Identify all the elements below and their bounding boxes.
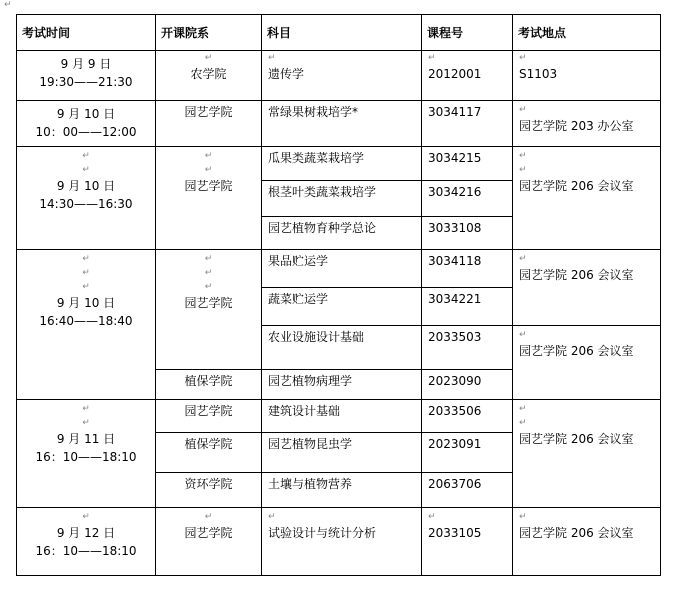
course-code: 2033105 [428, 526, 482, 540]
course-code: 3034117 [428, 105, 482, 119]
department: 园艺学院 [184, 296, 233, 310]
header-exam-time: 考试时间 [17, 15, 156, 51]
paragraph-mark: ↵ [204, 165, 213, 175]
paragraph-mark: ↵ [519, 254, 527, 264]
table-row [17, 508, 661, 576]
course-code: 3034215 [428, 151, 482, 165]
subject-cell [262, 51, 422, 101]
exam-time: 16：10——18:10 [35, 544, 137, 558]
paragraph-mark: ↵ [428, 512, 436, 522]
paragraph-mark: ↵ [519, 53, 527, 63]
subject-cell [262, 250, 422, 288]
location-cell [513, 101, 661, 147]
exam-time-cell [17, 508, 156, 576]
course-code: 2033503 [428, 330, 482, 344]
location: 园艺学院 206 会议室 [519, 526, 634, 540]
subject: 根茎叶类蔬菜栽培学 [268, 185, 377, 199]
subject-cell [262, 326, 422, 370]
subject: 蔬菜贮运学 [268, 292, 329, 306]
course-code: 3034118 [428, 254, 482, 268]
course-code-cell [422, 433, 513, 473]
location-cell [513, 508, 661, 576]
exam-date: 9 月 12 日 [56, 526, 116, 540]
exam-time-cell [17, 250, 156, 400]
course-code: 2033506 [428, 404, 482, 418]
course-code: 2023091 [428, 437, 482, 451]
course-code-cell [422, 217, 513, 250]
department-cell [156, 250, 262, 370]
department: 农学院 [190, 67, 227, 81]
subject-cell [262, 508, 422, 576]
subject: 土壤与植物营养 [268, 477, 353, 491]
paragraph-mark: ↵ [82, 151, 90, 161]
subject: 建筑设计基础 [268, 404, 341, 418]
subject-cell [262, 217, 422, 250]
exam-date: 9 月 10 日 [56, 107, 116, 121]
exam-time-cell [17, 147, 156, 250]
table-row [17, 101, 661, 147]
location-cell [513, 147, 661, 250]
paragraph-mark: ↵ [204, 254, 213, 264]
paragraph-mark: ↵ [428, 53, 436, 63]
course-code-cell [422, 181, 513, 217]
department-cell [156, 433, 262, 473]
course-code-cell [422, 400, 513, 433]
course-code-cell [422, 508, 513, 576]
department-cell [156, 147, 262, 250]
exam-date: 9 月 10 日 [56, 179, 116, 193]
subject-cell [262, 288, 422, 326]
paragraph-mark: ↵ [519, 404, 527, 414]
paragraph-mark: ↵ [82, 282, 90, 292]
subject-cell [262, 181, 422, 217]
department: 植保学院 [184, 374, 233, 388]
location: 园艺学院 206 会议室 [519, 344, 634, 358]
subject-cell [262, 400, 422, 433]
exam-time: 10：00——12:00 [35, 125, 137, 139]
department-cell [156, 370, 262, 400]
exam-time-cell [17, 400, 156, 508]
subject: 园艺植物育种学总论 [268, 221, 377, 235]
paragraph-mark: ↵ [519, 105, 527, 115]
exam-time: 14:30——16:30 [39, 197, 133, 211]
table-row [17, 250, 661, 288]
subject-cell [262, 147, 422, 181]
header-department: 开课院系 [156, 15, 262, 51]
subject-cell [262, 370, 422, 400]
paragraph-mark: ↵ [4, 0, 12, 10]
subject: 果品贮运学 [268, 254, 329, 268]
subject: 园艺植物病理学 [268, 374, 353, 388]
department-cell [156, 400, 262, 433]
course-code-cell [422, 473, 513, 508]
table-row [17, 51, 661, 101]
exam-time: 16：10——18:10 [35, 450, 137, 464]
course-code-cell [422, 288, 513, 326]
course-code-cell [422, 101, 513, 147]
location: 园艺学院 203 办公室 [519, 119, 634, 133]
location: 园艺学院 206 会议室 [519, 179, 634, 193]
paragraph-mark: ↵ [82, 165, 90, 175]
table-row [17, 400, 661, 433]
paragraph-mark: ↵ [204, 268, 213, 278]
paragraph-mark: ↵ [268, 53, 276, 63]
paragraph-mark: ↵ [82, 404, 90, 414]
exam-time: 19:30——21:30 [39, 75, 133, 89]
department: 园艺学院 [184, 526, 233, 540]
department-cell [156, 51, 262, 101]
paragraph-mark: ↵ [82, 512, 90, 522]
subject-cell [262, 433, 422, 473]
subject: 农业设施设计基础 [268, 330, 365, 344]
department: 园艺学院 [184, 404, 233, 418]
course-code: 3034216 [428, 185, 482, 199]
course-code-cell [422, 250, 513, 288]
department: 园艺学院 [184, 105, 233, 119]
subject: 常绿果树栽培学* [268, 105, 359, 119]
exam-time: 16:40——18:40 [39, 314, 133, 328]
exam-time-cell [17, 101, 156, 147]
paragraph-mark: ↵ [268, 512, 276, 522]
location: S1103 [519, 67, 558, 81]
course-code: 2023090 [428, 374, 482, 388]
exam-date: 9 月 10 日 [56, 296, 116, 310]
department: 园艺学院 [184, 179, 233, 193]
paragraph-mark: ↵ [204, 53, 213, 63]
course-code: 2063706 [428, 477, 482, 491]
subject-cell [262, 101, 422, 147]
paragraph-mark: ↵ [204, 151, 213, 161]
exam-time-cell [17, 51, 156, 101]
location-cell [513, 326, 661, 400]
exam-schedule-table [16, 14, 661, 576]
paragraph-mark: ↵ [204, 512, 213, 522]
subject: 遗传学 [268, 67, 305, 81]
location-cell [513, 400, 661, 508]
table-row [17, 147, 661, 181]
location-cell [513, 51, 661, 101]
location-cell [513, 250, 661, 326]
subject-cell [262, 473, 422, 508]
header-subject: 科目 [262, 15, 422, 51]
subject: 瓜果类蔬菜栽培学 [268, 151, 365, 165]
course-code-cell [422, 370, 513, 400]
header-location: 考试地点 [513, 15, 661, 51]
course-code: 3034221 [428, 292, 482, 306]
header-row [17, 15, 661, 51]
exam-date: 9 月 9 日 [60, 57, 112, 71]
subject: 试验设计与统计分析 [268, 526, 377, 540]
course-code-cell [422, 51, 513, 101]
paragraph-mark: ↵ [82, 268, 90, 278]
header-course-code: 课程号 [422, 15, 513, 51]
course-code-cell [422, 326, 513, 370]
course-code-cell [422, 147, 513, 181]
course-code: 2012001 [428, 67, 482, 81]
paragraph-mark: ↵ [519, 165, 527, 175]
paragraph-mark: ↵ [519, 151, 527, 161]
paragraph-mark: ↵ [82, 418, 90, 428]
subject: 园艺植物昆虫学 [268, 437, 353, 451]
department-cell [156, 101, 262, 147]
paragraph-mark: ↵ [519, 512, 527, 522]
exam-date: 9 月 11 日 [56, 432, 116, 446]
department-cell [156, 473, 262, 508]
paragraph-mark: ↵ [82, 254, 90, 264]
department: 资环学院 [184, 477, 233, 491]
location: 园艺学院 206 会议室 [519, 268, 634, 282]
paragraph-mark: ↵ [519, 418, 527, 428]
paragraph-mark: ↵ [519, 330, 527, 340]
department-cell [156, 508, 262, 576]
paragraph-mark: ↵ [204, 282, 213, 292]
department: 植保学院 [184, 437, 233, 451]
course-code: 3033108 [428, 221, 482, 235]
location: 园艺学院 206 会议室 [519, 432, 634, 446]
